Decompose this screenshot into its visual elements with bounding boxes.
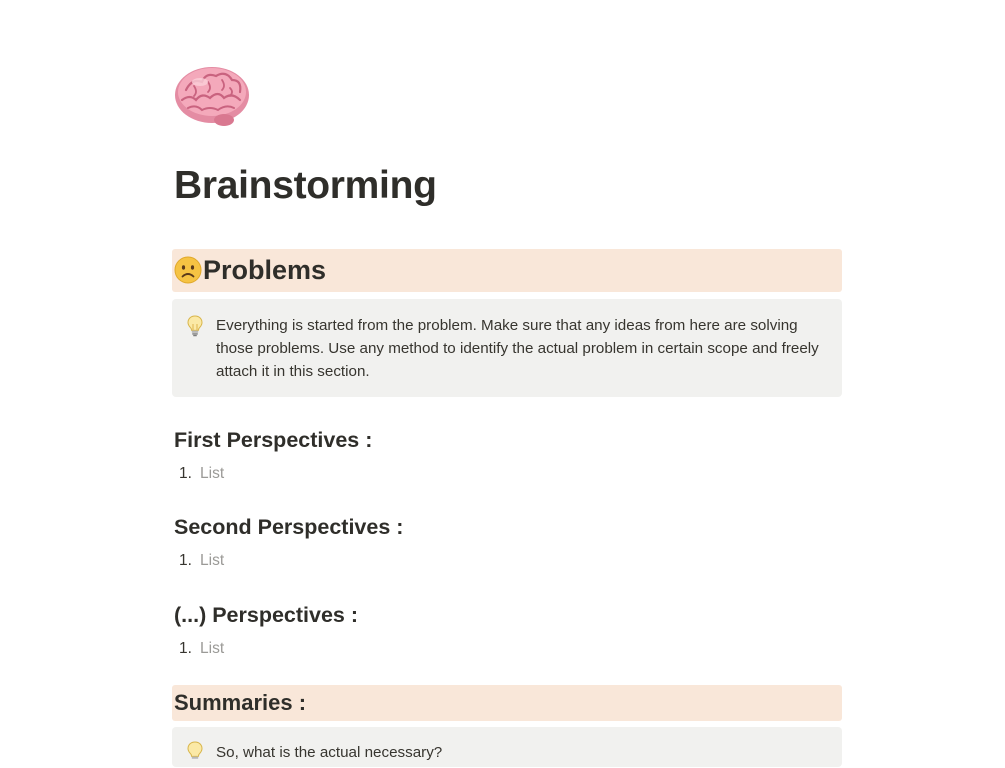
list-number: 1. bbox=[179, 640, 192, 657]
second-perspectives-heading[interactable]: Second Perspectives : bbox=[174, 515, 404, 539]
list-placeholder: List bbox=[200, 552, 225, 569]
summaries-callout[interactable] bbox=[172, 727, 842, 767]
more-perspectives-list-item[interactable] bbox=[179, 638, 224, 660]
problems-callout[interactable] bbox=[172, 299, 842, 397]
summaries-heading-block[interactable] bbox=[172, 685, 842, 721]
second-perspectives-list-item[interactable] bbox=[179, 550, 224, 572]
list-placeholder: List bbox=[200, 465, 225, 482]
lightbulb-icon bbox=[187, 315, 203, 337]
frowning-face-icon bbox=[174, 256, 202, 284]
problems-heading: Problems bbox=[203, 255, 327, 285]
summaries-heading: Summaries : bbox=[174, 690, 307, 715]
list-placeholder: List bbox=[200, 640, 225, 657]
problems-heading-block[interactable] bbox=[172, 249, 842, 292]
first-perspectives-list-item[interactable] bbox=[179, 463, 224, 485]
list-number: 1. bbox=[179, 552, 192, 569]
lightbulb-icon bbox=[187, 741, 203, 763]
problems-callout-text[interactable]: Everything is started from the problem. Make sure that any ideas from here are solving those problems. Use any method to identify the actual problem in certain scope and freely attach it in this section. bbox=[216, 317, 819, 380]
summaries-callout-text[interactable]: So, what is the actual necessary? bbox=[216, 744, 443, 761]
first-perspectives-heading[interactable]: First Perspectives : bbox=[174, 428, 373, 452]
list-number: 1. bbox=[179, 465, 192, 482]
more-perspectives-heading[interactable]: (...) Perspectives : bbox=[174, 603, 359, 627]
brain-icon[interactable] bbox=[172, 62, 252, 132]
page-title[interactable]: Brainstorming bbox=[174, 164, 437, 207]
